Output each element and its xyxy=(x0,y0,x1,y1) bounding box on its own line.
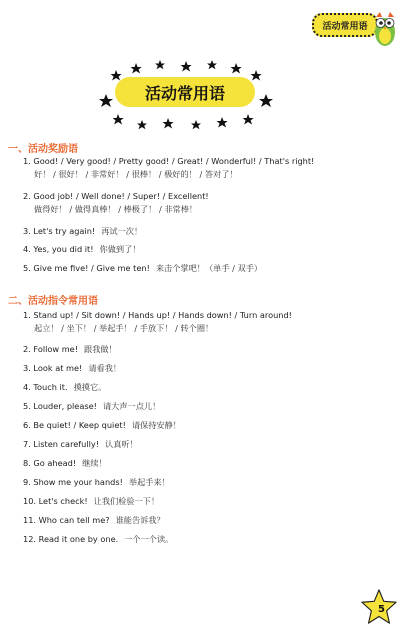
list-item xyxy=(23,362,121,375)
item-chinese: 摸摸它。 xyxy=(73,382,107,392)
item-english: 4. Touch it. xyxy=(23,382,68,392)
item-english: 5. Louder, please! xyxy=(23,401,97,411)
item-english: 7. Listen carefully! xyxy=(23,439,100,449)
item-chinese: 继续！ xyxy=(82,458,107,468)
item-chinese: 起立！ / 坐下！ / 举起手！ / 手放下！ / 转个圈！ xyxy=(34,323,214,333)
item-english: 2. Follow me! xyxy=(23,344,78,354)
item-chinese: 认真听！ xyxy=(105,439,138,449)
list-item xyxy=(23,533,173,546)
item-chinese: 请看我！ xyxy=(88,363,122,373)
list-item xyxy=(23,190,209,216)
item-chinese: 请保持安静！ xyxy=(131,420,181,430)
item-english: 6. Be quiet! / Keep quiet! xyxy=(23,420,126,430)
list-item xyxy=(23,495,159,508)
item-english: 4. Yes, you did it! xyxy=(23,244,94,254)
section-heading-rewards: 一、活动奖励语 xyxy=(8,144,78,155)
item-chinese: 请大声一点儿！ xyxy=(102,401,161,411)
item-english: 3. Look at me! xyxy=(23,363,83,373)
item-english: 10. Let's check! xyxy=(23,496,88,506)
item-english: 8. Go ahead! xyxy=(23,458,77,468)
item-chinese: 谁能告诉我？ xyxy=(115,515,165,525)
item-chinese: 让我们检验一下！ xyxy=(93,496,160,506)
list-item xyxy=(23,514,165,527)
item-english: 1. Good! / Very good! / Pretty good! / Great! / Wonderful! / That's right! xyxy=(23,156,315,166)
item-chinese: 一个一个读。 xyxy=(124,534,174,544)
item-chinese: 来击个掌吧！（单手 / 双手） xyxy=(155,263,263,273)
item-chinese: 举起手来！ xyxy=(128,477,170,487)
owl-mascot-icon xyxy=(372,8,398,48)
item-chinese: 做得好！ / 做得真棒！ / 棒极了！ / 非常棒！ xyxy=(34,204,198,214)
item-english: 5. Give me five! / Give me ten! xyxy=(23,263,150,273)
list-item xyxy=(23,476,170,489)
list-item xyxy=(23,343,117,356)
list-item xyxy=(23,243,140,256)
list-item xyxy=(23,225,142,238)
page-number: 5 xyxy=(378,604,385,615)
list-item xyxy=(23,309,292,335)
chapter-tab: 活动常用语 xyxy=(312,13,378,37)
item-english: 3. Let's try again! xyxy=(23,226,96,236)
list-item xyxy=(23,381,106,394)
item-english: 11. Who can tell me? xyxy=(23,515,110,525)
item-english: 1. Stand up! / Sit down! / Hands up! / Hands down! / Turn around! xyxy=(23,310,292,320)
page-title: 活动常用语 xyxy=(115,77,255,107)
item-chinese: 跟我做！ xyxy=(84,344,117,354)
section-heading-instructions: 二、活动指令常用语 xyxy=(8,296,98,307)
item-english: 9. Show me your hands! xyxy=(23,477,123,487)
list-item xyxy=(23,419,181,432)
list-item xyxy=(23,400,160,413)
item-chinese: 你做到了！ xyxy=(99,244,141,254)
item-english: 12. Read it one by one. xyxy=(23,534,119,544)
item-chinese: 好！ / 很好！ / 非常好！ / 很棒！ / 极好的！ / 答对了！ xyxy=(34,169,238,179)
item-chinese: 再试一次！ xyxy=(101,226,143,236)
item-english: 2. Good job! / Well done! / Super! / Excellent! xyxy=(23,191,209,201)
list-item xyxy=(23,262,262,275)
list-item xyxy=(23,155,314,181)
list-item xyxy=(23,438,138,451)
list-item xyxy=(23,457,107,470)
